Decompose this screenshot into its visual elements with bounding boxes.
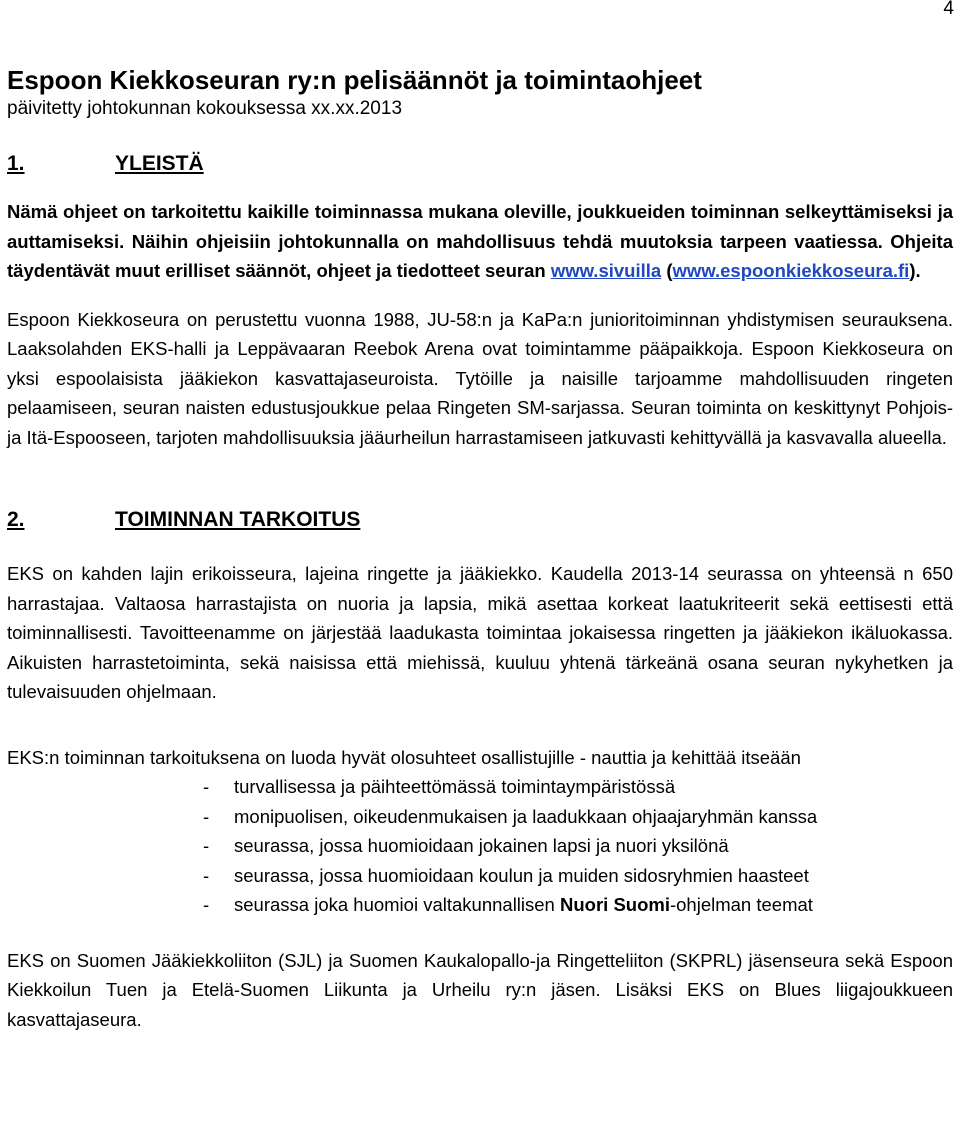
document-subtitle: päivitetty johtokunnan kokouksessa xx.xx.2013 (7, 98, 403, 119)
section-1-number: 1. (7, 152, 25, 175)
list-item (7, 831, 953, 861)
list-dash: - (203, 864, 210, 886)
purpose-list (7, 772, 953, 920)
purpose-intro: EKS:n toiminnan tarkoituksena on luoda hyvät olosuhteet osallistujille - nauttia ja kehittää itseään (7, 746, 801, 768)
list-dash: - (203, 835, 210, 856)
sivuilla-link[interactable]: www.sivuilla (550, 260, 662, 281)
section-2-heading (7, 506, 953, 534)
document-content (7, 64, 953, 1034)
section-1-heading (7, 150, 953, 178)
list-item-text: seurassa, jossa huomioidaan koulun ja muiden sidosryhmien haasteet (234, 864, 809, 886)
list-dash: - (203, 776, 210, 797)
section-1-paragraph-1-text: Nämä ohjeet on tarkoitettu kaikille toiminnassa mukana oleville, joukkueiden toiminnan selkeyttämiseksi ja auttamiseksi. Näihin ohjeisiin johtokunnalla on mahdollisuus tehdä muutoksia tarpeen vaatiessa. Ohjeita täydentävät muut erilliset säännöt, ohjeet ja tiedotteet seuran (7, 201, 953, 281)
list-dash: - (203, 894, 210, 915)
list-item-text: monipuolisen, oikeudenmukaisen ja laadukkaan ohjaajaryhmän kanssa (234, 805, 818, 827)
section-2-paragraph-final: EKS on Suomen Jääkiekkoliiton (SJL) ja Suomen Kaukalopallo-ja Ringetteliiton (SKPRL) jäsenseura sekä Espoon Kiekkoilun Tuen ja Etelä-Suomen Liikunta ja Urheilu ry:n jäsen. Lisäksi EKS on Blues liigajoukkueen kasvattajaseura. (7, 949, 953, 1030)
list-item (7, 861, 953, 891)
section-2-number: 2. (7, 508, 25, 531)
list-dash: - (203, 805, 210, 827)
section-2-paragraph-1: EKS on kahden lajin erikoisseura, lajeina ringette ja jääkiekko. Kaudella 2013-14 seurassa on yhteensä n 650 harrastajaa. Valtaosa harrastajista on nuoria ja lapsia, mikä asettaa korkeat laatukriteerit sekä eettisesti että toiminnallisesti. Tavoitteenamme on järjestää laadukasta toimintaa jokaisessa ringetten ja jääkiekon ikäluokassa. Aikuisten harrastetoiminta, sekä naisissa että miehissä, kuuluu yhtenä tärkeänä osana seuran nykyhetken ja tulevaisuuden ohjelmaan. (7, 563, 953, 702)
list-item (7, 890, 953, 920)
section-1-paragraph-1-end: ). (909, 260, 921, 281)
section-1-title: YLEISTÄ (115, 152, 204, 175)
list-item (7, 802, 953, 832)
list-item-text: seurassa, jossa huomioidaan jokainen lapsi ja nuori yksilönä (234, 835, 729, 856)
section-1-paragraph-2: Espoon Kiekkoseura on perustettu vuonna 1988, JU-58:n ja KaPa:n junioritoiminnan yhdistymisen seurauksena. Laaksolahden EKS-halli ja Leppävaaran Reebok Arena ovat toimintamme pääpaikkoja. Espoon Kiekkoseura on yksi espoolaisista jääkiekon kasvattajaseuroista. Tytöille ja naisille tarjoamme mahdollisuuden ringeten pelaamiseen, seuran naisten edustusjoukkue pelaa Ringeten SM-sarjassa. Seuran toiminta on keskittynyt Pohjois- ja Itä-Espooseen, tarjoten mahdollisuuksia jääurheilun harrastamiseen jatkuvasti kehittyvällä ja kasvavalla alueella. (7, 308, 953, 448)
document-title: Espoon Kiekkoseuran ry:n pelisäännöt ja toimintaohjeet (7, 65, 702, 95)
list-item-text-pre: seurassa joka huomioi valtakunnallisen (234, 894, 560, 915)
page-number: 4 (943, 0, 954, 19)
section-1-paragraph-1-mid: ( (661, 260, 673, 281)
list-item (7, 772, 953, 802)
list-item-text-post: -ohjelman teemat (669, 894, 813, 915)
list-item-text: turvallisessa ja päihteettömässä toimintaympäristössä (234, 776, 676, 797)
section-2-title: TOIMINNAN TARKOITUS (115, 508, 361, 531)
section-1-paragraph-1 (7, 197, 953, 286)
nuori-suomi-text: Nuori Suomi (560, 894, 670, 915)
espoonkiekkoseura-link[interactable]: www.espoonkiekkoseura.fi (672, 260, 910, 281)
